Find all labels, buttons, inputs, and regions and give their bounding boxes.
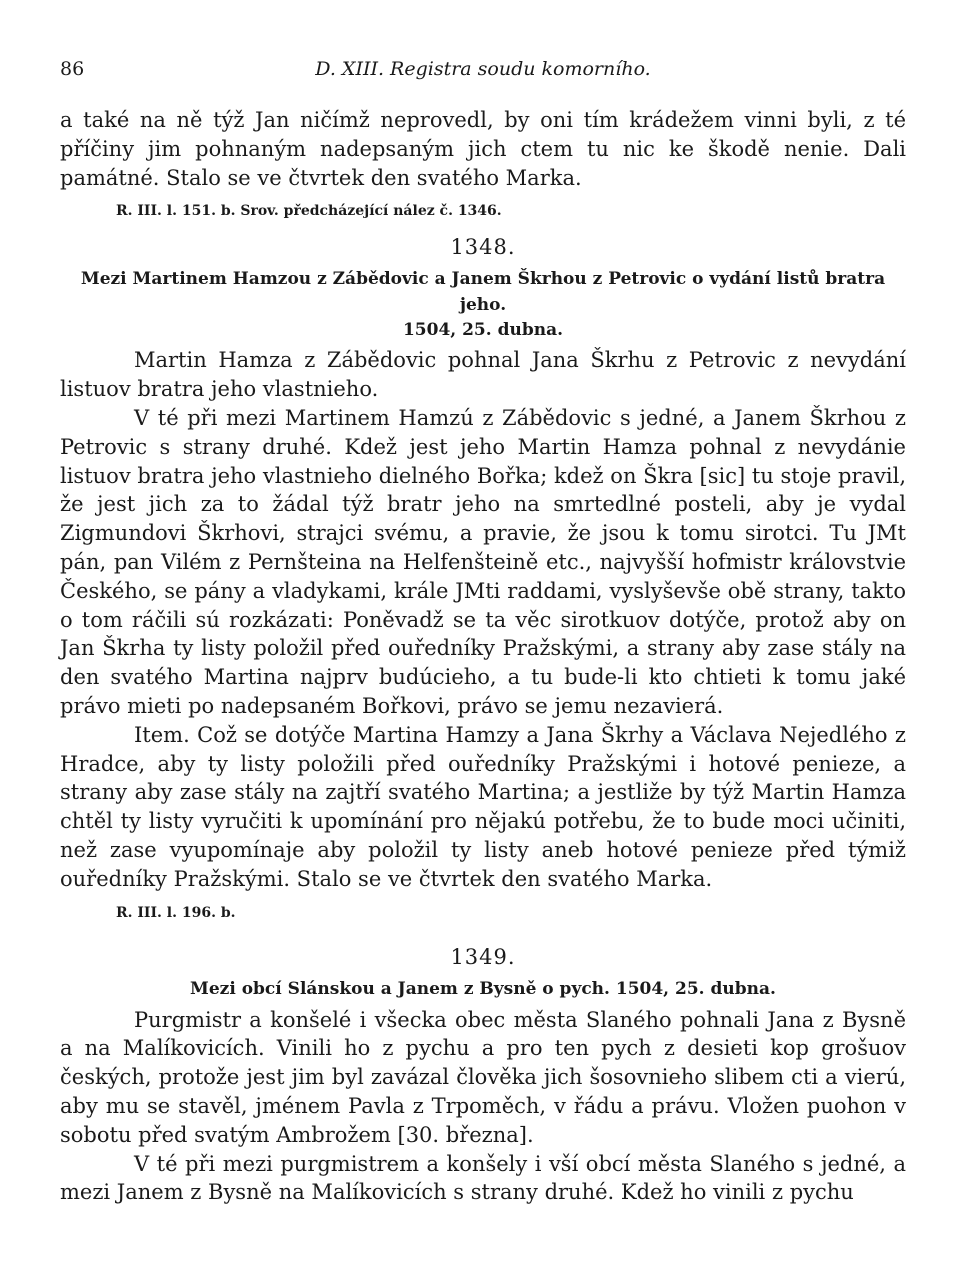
page-content xyxy=(60,106,906,1207)
entry-number: 1349. xyxy=(450,944,516,969)
running-title: D. XIII. Registra soudu komorního. xyxy=(315,58,651,80)
body-paragraph: Item. Což se dotýče Martina Hamzy a Jana Škrhy a Václava Nejedlého z Hradce, aby ty listy položili před ouředníky Pražskými i hotové penieze, a strany aby zase stály na zajtří svatého Martina; a jestliže by týž Martin Hamza chtěl ty listy vyručiti k upomínání pro nějakú potřebu, že to bude moci učiniti, než zase vyupomínaje aby položil ty listy aneb hotové penieze před týmiž ouředníky Pražskými. Stalo se ve čtvrtek den svatého Marka. xyxy=(60,722,906,891)
entry-heading: Mezi obcí Slánskou a Janem z Bysně o pych. 1504, 25. dubna. xyxy=(190,978,776,999)
body-paragraph: Purgmistr a konšelé i všecka obec města Slaného pohnali Jana z Bysně a na Malíkovicích. Vinili ho z pychu a pro ten pych z desieti kop grošuov českých, protože jest jim byl zavázal člověka jich šosovnieho slibem cti a vierú, aby mu se stavěl, jménem Pavla z Trpoměch, v řádu a právu. Vložen puohon v sobotu před svatým Ambrožem [30. března]. xyxy=(60,1007,906,1147)
entry-date: 1504, 25. dubna. xyxy=(402,320,564,341)
entry-number: 1348. xyxy=(450,235,516,260)
body-paragraph: V té při mezi purgmistrem a konšely i vší obcí města Slaného s jedné, a mezi Janem z Bysně na Malíkovicích s strany druhé. Kdež ho vinili z pychu xyxy=(60,1151,906,1205)
entry-heading: Mezi Martinem Hamzou z Zábědovic a Janem Škrhou z Petrovic o vydání listů bratra jeho. xyxy=(80,269,886,316)
page-header xyxy=(60,58,906,88)
page-number: 86 xyxy=(60,58,85,80)
body-paragraph: V té při mezi Martinem Hamzú z Zábědovic s jedné, a Janem Škrhou z Petrovic s strany druhé. Kdež jest jeho Martin Hamza pohnal z nevydánie listuov bratra jeho vlastnieho dielného Bořka; kdež on Škra [sic] tu stoje pravil, že jest jich za to žádal týž bratr jeho na smrtedlné posteli, aby je vydal Zigmundovi Škrhovi, strajci svému, a pravie, že jsou k tomu sirotci. Tu JMt pán, pan Vilém z Pernšteina na Helfenšteině etc., najvyšší hofmistr královstvie Českého, se pány a vladykami, krále JMti raddami, vyslyševše obě strany, takto o tom ráčili sú rozkázati: Poněvadž se ta věc sirotkuov dotýče, protož aby on Jan Škrha ty listy položil před ouředníky Pražskými, a strany aby zase stály na den svatého Martina najprv budúcieho, a tu bude-li kto chtieti k tomu jaké právo mieti po nadepsaném Bořkovi, právo se jemu nezavierá. xyxy=(60,405,906,718)
continuation-paragraph: a také na ně týž Jan ničímž neprovedl, by oni tím krádežem vinni byli, z té příčiny jim pohnaným nadepsaným jich ctem tu nic ke škodě nenie. Dali památné. Stalo se ve čtvrtek den svatého Marka. xyxy=(60,108,906,190)
source-reference: R. III. l. 151. b. Srov. předcházející nález č. 1346. xyxy=(116,203,502,220)
source-reference: R. III. l. 196. b. xyxy=(116,904,236,921)
body-paragraph: Martin Hamza z Zábědovic pohnal Jana Škrhu z Petrovic z nevydání listuov bratra jeho vlastnieho. xyxy=(60,348,906,402)
